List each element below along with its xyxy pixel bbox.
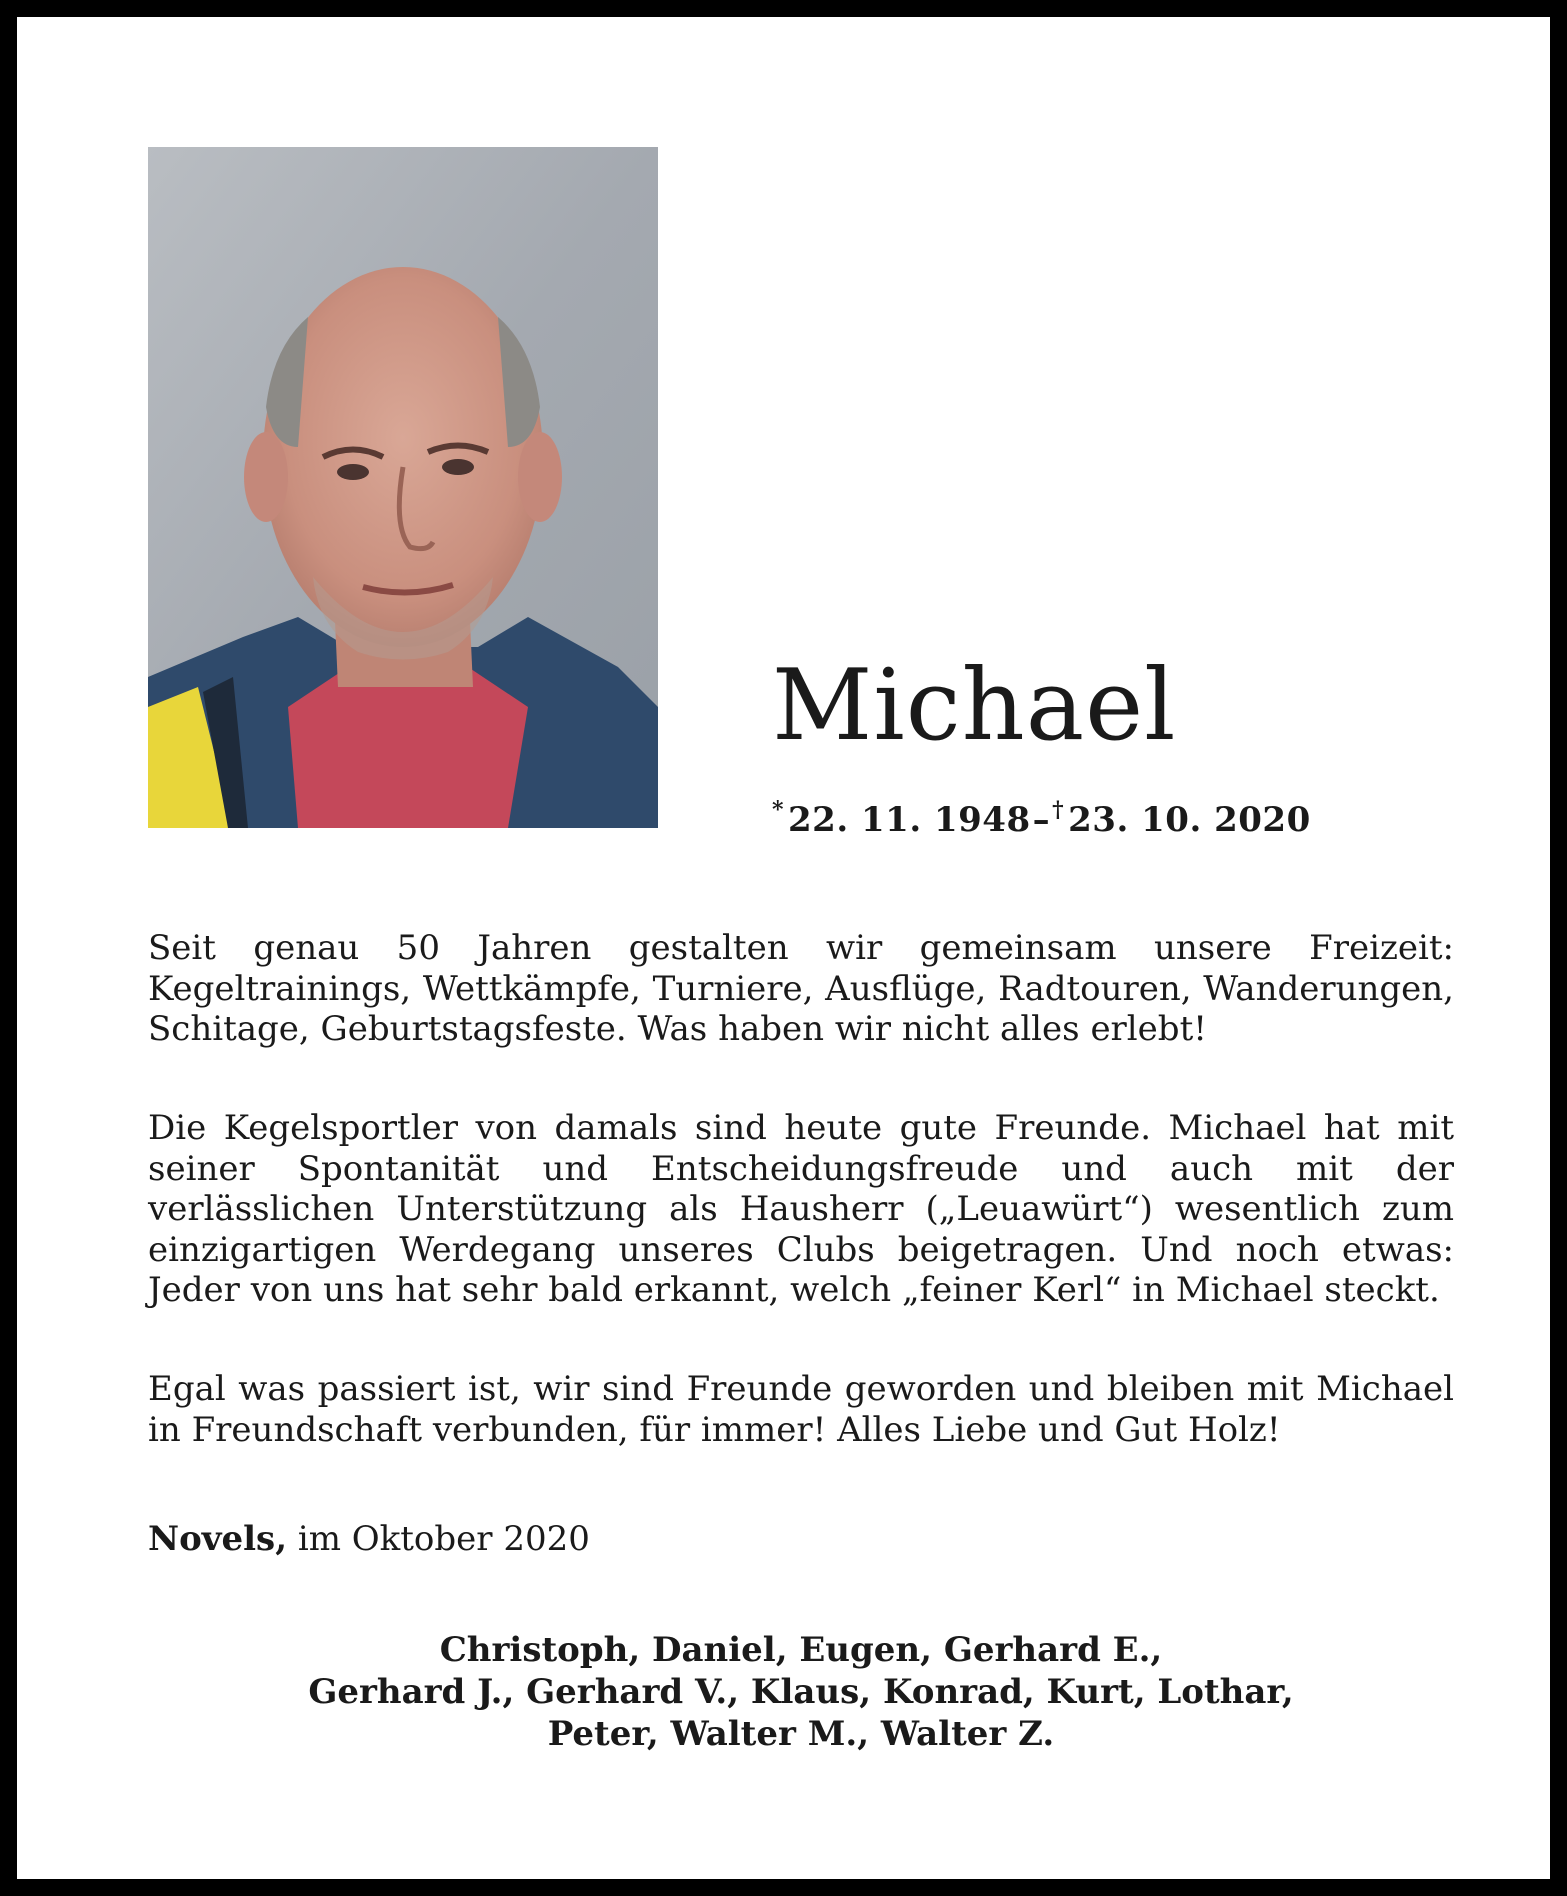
place-date-line (148, 1519, 590, 1559)
date-separator: – (1032, 800, 1051, 840)
signers-line-2: Gerhard J., Gerhard V., Klaus, Konrad, Kurt, Lothar, (308, 1672, 1294, 1712)
life-dates (772, 797, 1311, 840)
birth-date: 22. 11. 1948 (788, 800, 1031, 840)
paragraph-2: Die Kegelsportler von damals sind heute gute Freunde. Michael hat mit seiner Spontanität und Entscheidungsfreude und auch mit der verlässlichen Unterstützung als Hausherr („Leuawürt“) wesentlich zum einzigartigen Werdegang unseres Clubs beigetragen. Und noch etwas: Jeder von uns hat sehr bald erkannt, welch „feiner Kerl“ in Michael steckt. (148, 1108, 1454, 1310)
deceased-name: Michael (772, 649, 1177, 763)
portrait-photo-icon (148, 147, 658, 828)
signers-line-1: Christoph, Daniel, Eugen, Gerhard E., (439, 1630, 1163, 1670)
death-symbol: † (1052, 797, 1065, 823)
portrait-photo (148, 147, 658, 828)
paragraph-3: Egal was passiert ist, wir sind Freunde geworden und bleiben mit Michael in Freundschaft verbunden, für immer! Alles Liebe und Gut Holz! (148, 1369, 1454, 1450)
date-line: im Oktober 2020 (297, 1519, 590, 1559)
signers-line-3: Peter, Walter M., Walter Z. (547, 1714, 1055, 1754)
paragraph-1: Seit genau 50 Jahren gestalten wir gemeinsam unsere Freizeit: Kegeltrainings, Wettkämpfe, Turniere, Ausflüge, Radtouren, Wanderungen, Schitage, Geburtstagsfeste. Was haben wir nicht alles erlebt! (148, 928, 1454, 1049)
birth-symbol: * (772, 797, 785, 823)
place-name: Novels, (148, 1519, 288, 1559)
signers-list (148, 1629, 1454, 1755)
death-date: 23. 10. 2020 (1068, 800, 1311, 840)
